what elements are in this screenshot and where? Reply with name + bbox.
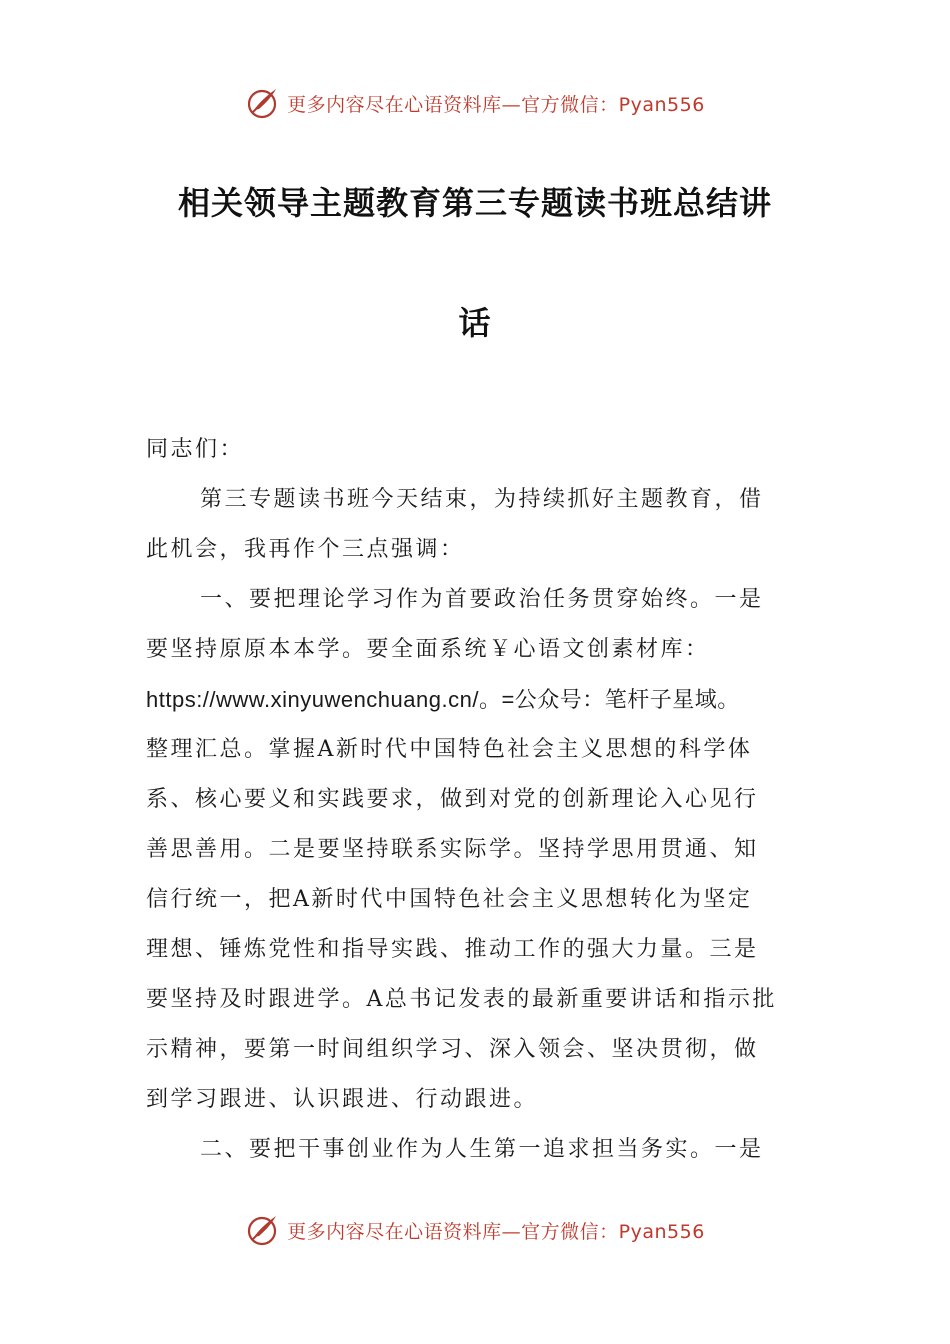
quill-seal-icon [245,85,281,121]
paragraph-line: 第三专题读书班今天结束，为持续抓好主题教育，借 [200,487,764,512]
paragraph-line: 示精神，要第一时间组织学习、深入领会、坚决贯彻，做 [146,1037,759,1062]
wechat-id: Pyan556 [618,93,705,116]
salutation: 同志们： [146,437,245,462]
paragraph-line: 理想、锤炼党性和指导实践、推动工作的强大力量。三是 [146,937,759,962]
paragraph-line: 要坚持及时跟进学。A总书记发表的最新重要讲话和指示批 [146,987,777,1012]
paragraph-line: 善思善用。二是要坚持联系实际学。坚持学思用贯通、知 [146,837,759,862]
paragraph-line: 信行统一，把A新时代中国特色社会主义思想转化为坚定 [146,887,753,912]
footer-watermark-banner [0,1210,950,1250]
watermark-text: 更多内容尽在心语资料库—官方微信：Pyan556 [287,1220,705,1243]
quill-seal-icon [245,1212,281,1248]
paragraph-line: 一、要把理论学习作为首要政治任务贯穿始终。一是 [200,587,764,612]
header-watermark-banner [0,83,950,123]
paragraph-line: 二、要把干事创业作为人生第一追求担当务实。一是 [200,1137,764,1162]
paragraph-line: 要坚持原原本本学。要全面系统￥心语文创素材库： [146,637,710,662]
document-title: 相关领导主题教育第三专题读书班总结讲 [177,184,772,222]
paragraph-line: 整理汇总。掌握A新时代中国特色社会主义思想的科学体 [146,737,753,762]
paragraph-line-url: https://www.xinyuwenchuang.cn/。=公众号：笔杆子星域。 [146,687,740,712]
paragraph-line: 到学习跟进、认识跟进、行动跟进。 [146,1087,539,1112]
paragraph-line: 此机会，我再作个三点强调： [146,537,465,562]
wechat-id: Pyan556 [618,1220,705,1243]
document-title-continued: 话 [458,304,492,342]
paragraph-line: 系、核心要义和实践要求，做到对党的创新理论入心见行 [146,787,759,812]
watermark-text: 更多内容尽在心语资料库—官方微信：Pyan556 [287,93,705,116]
